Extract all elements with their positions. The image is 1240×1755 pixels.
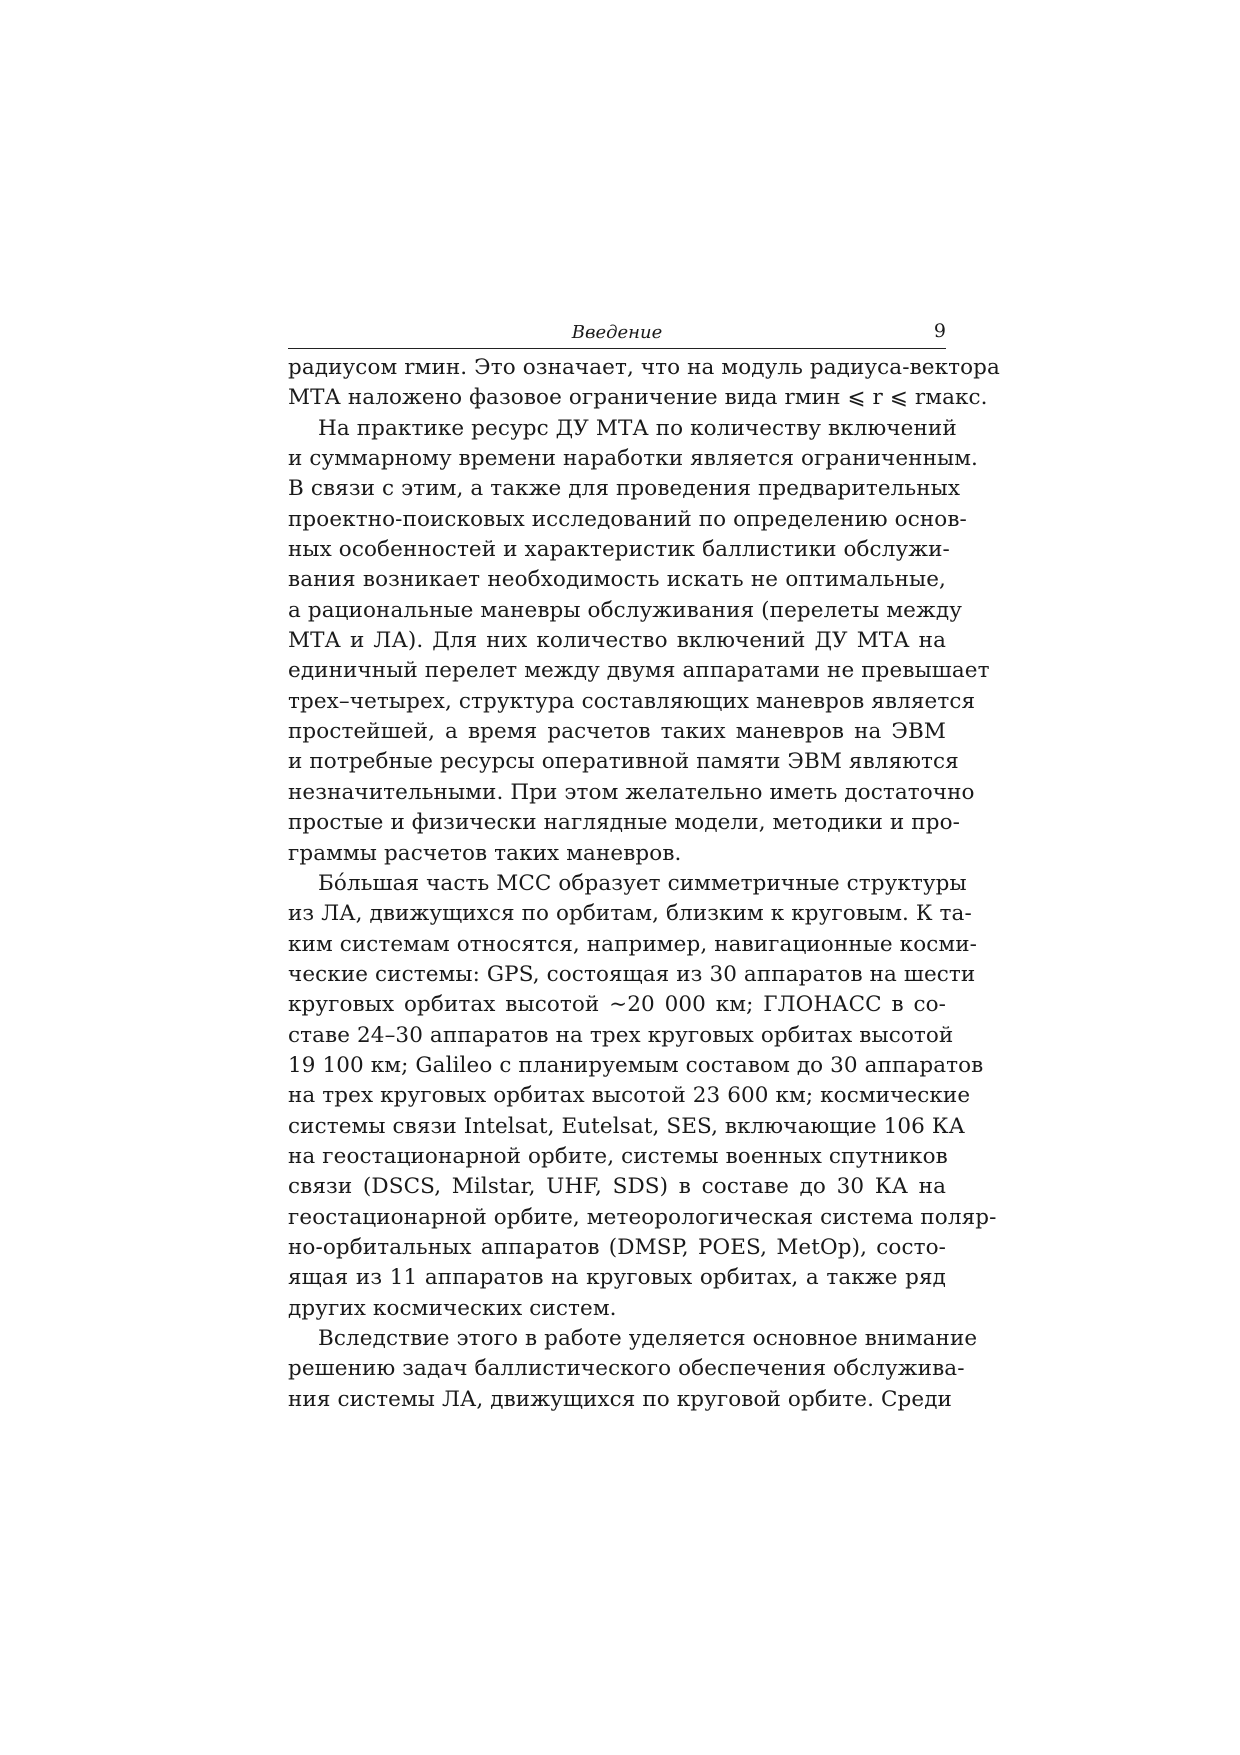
- text-line: системы связи Intelsat, Eutelsat, SES, включающие 106 КА: [288, 1113, 965, 1139]
- text-line: а рациональные маневры обслуживания (перелеты между: [288, 597, 962, 623]
- text-line: трех–четырех, структура составляющих маневров является: [288, 688, 976, 714]
- text-line: но-орбитальных аппаратов (DMSP, POES, MetOp), состо-: [288, 1234, 946, 1260]
- text-line: простейшей, а время расчетов таких маневров на ЭВМ: [288, 719, 946, 745]
- text-line: 19 100 км; Galileo с планируемым составом до 30 аппаратов: [288, 1052, 984, 1078]
- paragraph-start-line: Бо́льшая часть МСС образует симметричные структуры: [318, 870, 967, 896]
- body-text: [288, 353, 1000, 1415]
- text-line: ящая из 11 аппаратов на круговых орбитах, а также ряд: [288, 1265, 946, 1291]
- text-line: простые и физически наглядные модели, методики и про-: [288, 810, 960, 836]
- text-line: единичный перелет между двумя аппаратами не превышает: [288, 658, 990, 684]
- text-line: из ЛА, движущихся по орбитам, близким к круговым. К та-: [288, 901, 972, 927]
- text-line: МТА наложено фазовое ограничение вида rмин ⩽ r ⩽ rмакс.: [288, 385, 988, 411]
- page-number: 9: [933, 320, 946, 342]
- text-line: МТА и ЛА). Для них количество включений ДУ МТА на: [288, 628, 946, 654]
- text-line: и суммарному времени наработки является ограниченным.: [288, 446, 978, 472]
- running-head-title: Введение: [571, 322, 663, 343]
- text-line: граммы расчетов таких маневров.: [288, 840, 682, 866]
- text-line: решению задач баллистического обеспечения обслужива-: [288, 1356, 965, 1382]
- paragraph-start-line: Вследствие этого в работе уделяется основное внимание: [318, 1326, 978, 1351]
- text-line: ных особенностей и характеристик баллистики обслужи-: [288, 537, 950, 563]
- text-line: незначительными. При этом желательно иметь достаточно: [288, 779, 975, 805]
- text-line: ким системам относятся, например, навигационные косми-: [288, 931, 978, 957]
- text-line: ния системы ЛА, движущихся по круговой орбите. Среди: [288, 1386, 952, 1412]
- text-line: ческие системы: GPS, состоящая из 30 аппаратов на шести: [288, 961, 976, 987]
- text-line: В связи с этим, а также для проведения предварительных: [288, 476, 961, 502]
- book-page: [288, 320, 1000, 1415]
- text-line: геостационарной орбите, метеорологическая система поляр-: [288, 1204, 997, 1230]
- text-line: проектно-поисковых исследований по определению основ-: [288, 506, 967, 532]
- text-line: других космических систем.: [288, 1295, 617, 1321]
- text-line: ставе 24–30 аппаратов на трех круговых орбитах высотой: [288, 1022, 954, 1048]
- text-line: круговых орбитах высотой ∼20 000 км; ГЛОНАСС в со-: [288, 992, 946, 1018]
- text-line: на трех круговых орбитах высотой 23 600 км; космические: [288, 1083, 971, 1109]
- running-head: [288, 320, 946, 349]
- text-line: и потребные ресурсы оперативной памяти ЭВМ являются: [288, 749, 959, 775]
- text-line: связи (DSCS, Milstar, UHF, SDS) в составе до 30 КА на: [288, 1174, 946, 1200]
- text-line: на геостационарной орбите, системы военных спутников: [288, 1143, 948, 1169]
- paragraph-start-line: На практике ресурс ДУ МТА по количеству включений: [318, 415, 957, 441]
- text-line: радиусом rмин. Это означает, что на модуль радиуса-вектора: [288, 355, 1000, 380]
- text-line: вания возникает необходимость искать не оптимальные,: [288, 567, 946, 593]
